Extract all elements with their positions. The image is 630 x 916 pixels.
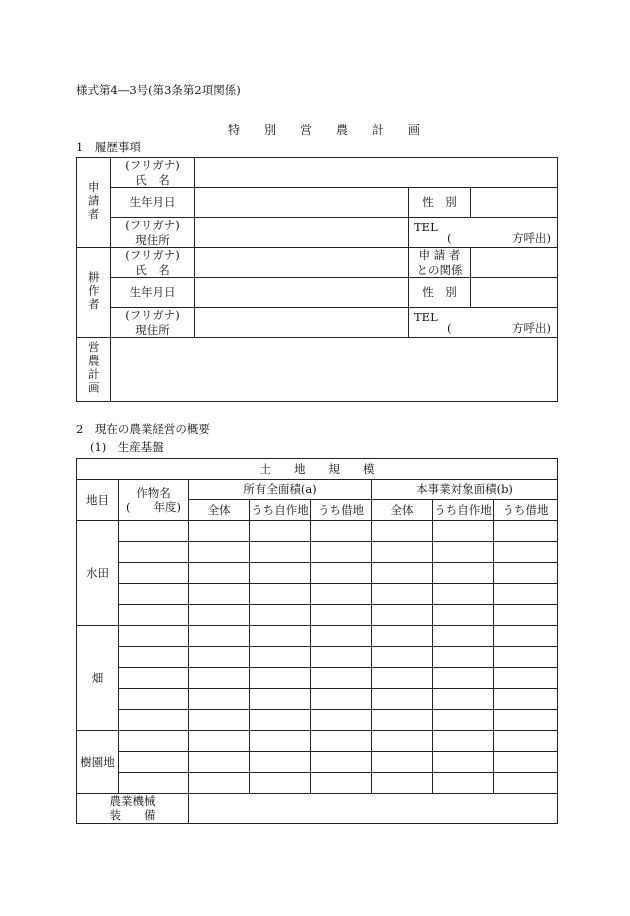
area-cell[interactable] [372, 752, 433, 773]
area-cell[interactable] [433, 605, 494, 626]
area-cell[interactable] [372, 647, 433, 668]
cultivator-relation-field[interactable] [471, 248, 558, 278]
owned-own-header: うち自作地 [250, 500, 311, 521]
land-scale-header: 土 地 規 模 [77, 459, 558, 480]
area-cell[interactable] [372, 584, 433, 605]
area-cell[interactable] [250, 521, 311, 542]
land-rows [77, 521, 558, 794]
cultivator-sex-field[interactable] [471, 278, 558, 308]
cultivator-address-furigana-label: (フリガナ) [125, 308, 180, 323]
history-table [76, 157, 558, 402]
applicant-furigana-label: (フリガナ) [125, 158, 180, 173]
area-cell[interactable] [311, 752, 372, 773]
applicant-sex-label: 性 別 [409, 188, 471, 218]
area-cell[interactable] [433, 773, 494, 794]
area-cell[interactable] [250, 689, 311, 710]
area-cell[interactable] [372, 626, 433, 647]
area-cell[interactable] [372, 773, 433, 794]
area-cell[interactable] [494, 773, 558, 794]
crop-name-cell[interactable] [119, 626, 189, 647]
area-cell[interactable] [189, 647, 250, 668]
area-cell[interactable] [250, 668, 311, 689]
machinery-label [77, 794, 189, 824]
area-cell[interactable] [433, 542, 494, 563]
table-row [77, 626, 558, 647]
area-cell[interactable] [372, 542, 433, 563]
crop-name-cell[interactable] [119, 668, 189, 689]
cultivator-name-field[interactable] [195, 248, 409, 278]
owned-rent-header: うち借地 [311, 500, 372, 521]
table-row [77, 710, 558, 731]
area-cell[interactable] [311, 563, 372, 584]
crop-name-cell[interactable] [119, 542, 189, 563]
area-cell[interactable] [372, 668, 433, 689]
applicant-tel-label: TEL [414, 220, 438, 234]
area-cell[interactable] [250, 731, 311, 752]
area-cell[interactable] [189, 752, 250, 773]
area-cell[interactable] [311, 647, 372, 668]
applicant-tel-paren: ( [447, 230, 452, 245]
area-cell[interactable] [189, 626, 250, 647]
applicant-address-furigana-label: (フリガナ) [125, 218, 180, 233]
area-cell[interactable] [494, 542, 558, 563]
table-row [77, 584, 558, 605]
area-cell[interactable] [311, 731, 372, 752]
area-cell[interactable] [250, 626, 311, 647]
area-cell[interactable] [372, 563, 433, 584]
applicant-tel-field[interactable] [409, 218, 558, 248]
table-row [77, 605, 558, 626]
project-total-header: 全体 [372, 500, 433, 521]
cultivator-relation-label-2: との関係 [416, 262, 463, 277]
table-row [77, 563, 558, 584]
plan-field[interactable] [111, 338, 558, 402]
crop-name-cell[interactable] [119, 521, 189, 542]
cultivator-tel-suffix: 方呼出) [512, 320, 552, 335]
chimoku-header: 地目 [77, 480, 119, 521]
area-cell[interactable] [433, 521, 494, 542]
area-cell[interactable] [311, 689, 372, 710]
crop-name-cell[interactable] [119, 710, 189, 731]
cultivator-relation-label-cell [409, 248, 471, 278]
area-cell[interactable] [494, 731, 558, 752]
land-category-label: 畑 [77, 626, 119, 731]
area-cell[interactable] [189, 668, 250, 689]
area-cell[interactable] [250, 752, 311, 773]
area-cell[interactable] [494, 626, 558, 647]
area-cell[interactable] [311, 773, 372, 794]
cultivator-address-label-cell [111, 308, 195, 338]
machinery-label-line1: 農業機械 [109, 794, 156, 808]
area-cell[interactable] [189, 689, 250, 710]
cultivator-address-field[interactable] [195, 308, 409, 338]
area-cell[interactable] [250, 647, 311, 668]
cultivator-birthdate-label: 生年月日 [111, 278, 195, 308]
cultivator-tel-field[interactable] [409, 308, 558, 338]
area-cell[interactable] [189, 563, 250, 584]
crop-header [119, 480, 189, 521]
area-cell[interactable] [433, 731, 494, 752]
cultivator-birthdate-field[interactable] [195, 278, 409, 308]
area-cell[interactable] [311, 542, 372, 563]
crop-name-cell[interactable] [119, 689, 189, 710]
table-row [77, 647, 558, 668]
form-title: 特 別 営 農 計 画 [228, 123, 421, 137]
table-row [77, 542, 558, 563]
crop-header-line1: 作物名 [136, 485, 171, 500]
area-cell[interactable] [494, 647, 558, 668]
area-cell[interactable] [250, 584, 311, 605]
area-cell[interactable] [433, 710, 494, 731]
section2-heading: 2 現在の農業経営の概要 [76, 422, 210, 436]
area-cell[interactable] [372, 605, 433, 626]
crop-name-cell[interactable] [119, 563, 189, 584]
applicant-group-label: 申請者 [77, 158, 111, 248]
applicant-birthdate-field[interactable] [195, 188, 409, 218]
crop-name-cell[interactable] [119, 584, 189, 605]
owned-total-header: 全体 [189, 500, 250, 521]
area-cell[interactable] [311, 605, 372, 626]
section2-subheading: (1) 生産基盤 [90, 440, 164, 454]
cultivator-address-label: 現住所 [135, 322, 170, 337]
area-cell[interactable] [189, 710, 250, 731]
machinery-field[interactable] [189, 794, 558, 824]
machinery-label-line2: 装 備 [109, 808, 156, 823]
area-cell[interactable] [311, 521, 372, 542]
area-cell[interactable] [494, 710, 558, 731]
applicant-address-field[interactable] [195, 218, 409, 248]
area-cell[interactable] [311, 584, 372, 605]
cultivator-relation-label-1: 申 請 者 [418, 248, 461, 263]
applicant-address-label: 現住所 [135, 232, 170, 247]
area-cell[interactable] [494, 752, 558, 773]
area-cell[interactable] [189, 584, 250, 605]
crop-name-cell[interactable] [119, 647, 189, 668]
crop-name-cell[interactable] [119, 752, 189, 773]
applicant-sex-field[interactable] [471, 188, 558, 218]
area-cell[interactable] [372, 689, 433, 710]
area-cell[interactable] [372, 731, 433, 752]
area-cell[interactable] [494, 689, 558, 710]
project-own-header: うち自作地 [433, 500, 494, 521]
project-area-header: 本事業対象面積(b) [372, 480, 558, 500]
applicant-tel-suffix: 方呼出) [512, 230, 552, 245]
table-row [77, 773, 558, 794]
area-cell[interactable] [189, 773, 250, 794]
applicant-name-field[interactable] [195, 158, 558, 188]
crop-name-cell[interactable] [119, 731, 189, 752]
cultivator-furigana-label: (フリガナ) [125, 248, 180, 263]
form-number: 様式第4―3号(第3条第2項関係) [76, 83, 241, 97]
area-cell[interactable] [494, 605, 558, 626]
area-cell[interactable] [494, 668, 558, 689]
table-row [77, 689, 558, 710]
area-cell[interactable] [250, 710, 311, 731]
table-row [77, 731, 558, 752]
area-cell[interactable] [494, 584, 558, 605]
land-table [76, 458, 558, 824]
table-row [77, 752, 558, 773]
plan-group-label: 営農計画 [77, 338, 111, 402]
area-cell[interactable] [433, 563, 494, 584]
project-rent-header: うち借地 [494, 500, 558, 521]
applicant-name-label-cell [111, 158, 195, 188]
section1-heading: 1 履歴事項 [76, 140, 141, 154]
crop-name-cell[interactable] [119, 605, 189, 626]
area-cell[interactable] [494, 563, 558, 584]
area-cell[interactable] [250, 773, 311, 794]
cultivator-group-label: 耕作者 [77, 248, 111, 338]
area-cell[interactable] [311, 710, 372, 731]
applicant-name-label: 氏 名 [135, 172, 170, 187]
area-cell[interactable] [311, 668, 372, 689]
area-cell[interactable] [189, 521, 250, 542]
area-cell[interactable] [372, 710, 433, 731]
cultivator-name-label: 氏 名 [135, 262, 170, 277]
area-cell[interactable] [372, 521, 433, 542]
land-category-label: 樹園地 [77, 731, 119, 794]
applicant-address-label-cell [111, 218, 195, 248]
area-cell[interactable] [433, 647, 494, 668]
area-cell[interactable] [311, 626, 372, 647]
land-category-label: 水田 [77, 521, 119, 626]
cultivator-tel-label: TEL [414, 310, 438, 324]
area-cell[interactable] [189, 731, 250, 752]
area-cell[interactable] [250, 563, 311, 584]
area-cell[interactable] [433, 668, 494, 689]
cultivator-name-label-cell [111, 248, 195, 278]
area-cell[interactable] [189, 542, 250, 563]
area-cell[interactable] [189, 605, 250, 626]
area-cell[interactable] [433, 689, 494, 710]
owned-area-header: 所有全面積(a) [189, 480, 372, 500]
applicant-birthdate-label: 生年月日 [111, 188, 195, 218]
crop-name-cell[interactable] [119, 773, 189, 794]
area-cell[interactable] [433, 626, 494, 647]
table-row [77, 668, 558, 689]
area-cell[interactable] [433, 752, 494, 773]
table-row [77, 521, 558, 542]
cultivator-sex-label: 性 別 [409, 278, 471, 308]
crop-header-line2: ( 年度) [126, 500, 181, 514]
area-cell[interactable] [250, 605, 311, 626]
area-cell[interactable] [250, 542, 311, 563]
cultivator-tel-paren: ( [447, 320, 452, 335]
area-cell[interactable] [433, 584, 494, 605]
area-cell[interactable] [494, 521, 558, 542]
